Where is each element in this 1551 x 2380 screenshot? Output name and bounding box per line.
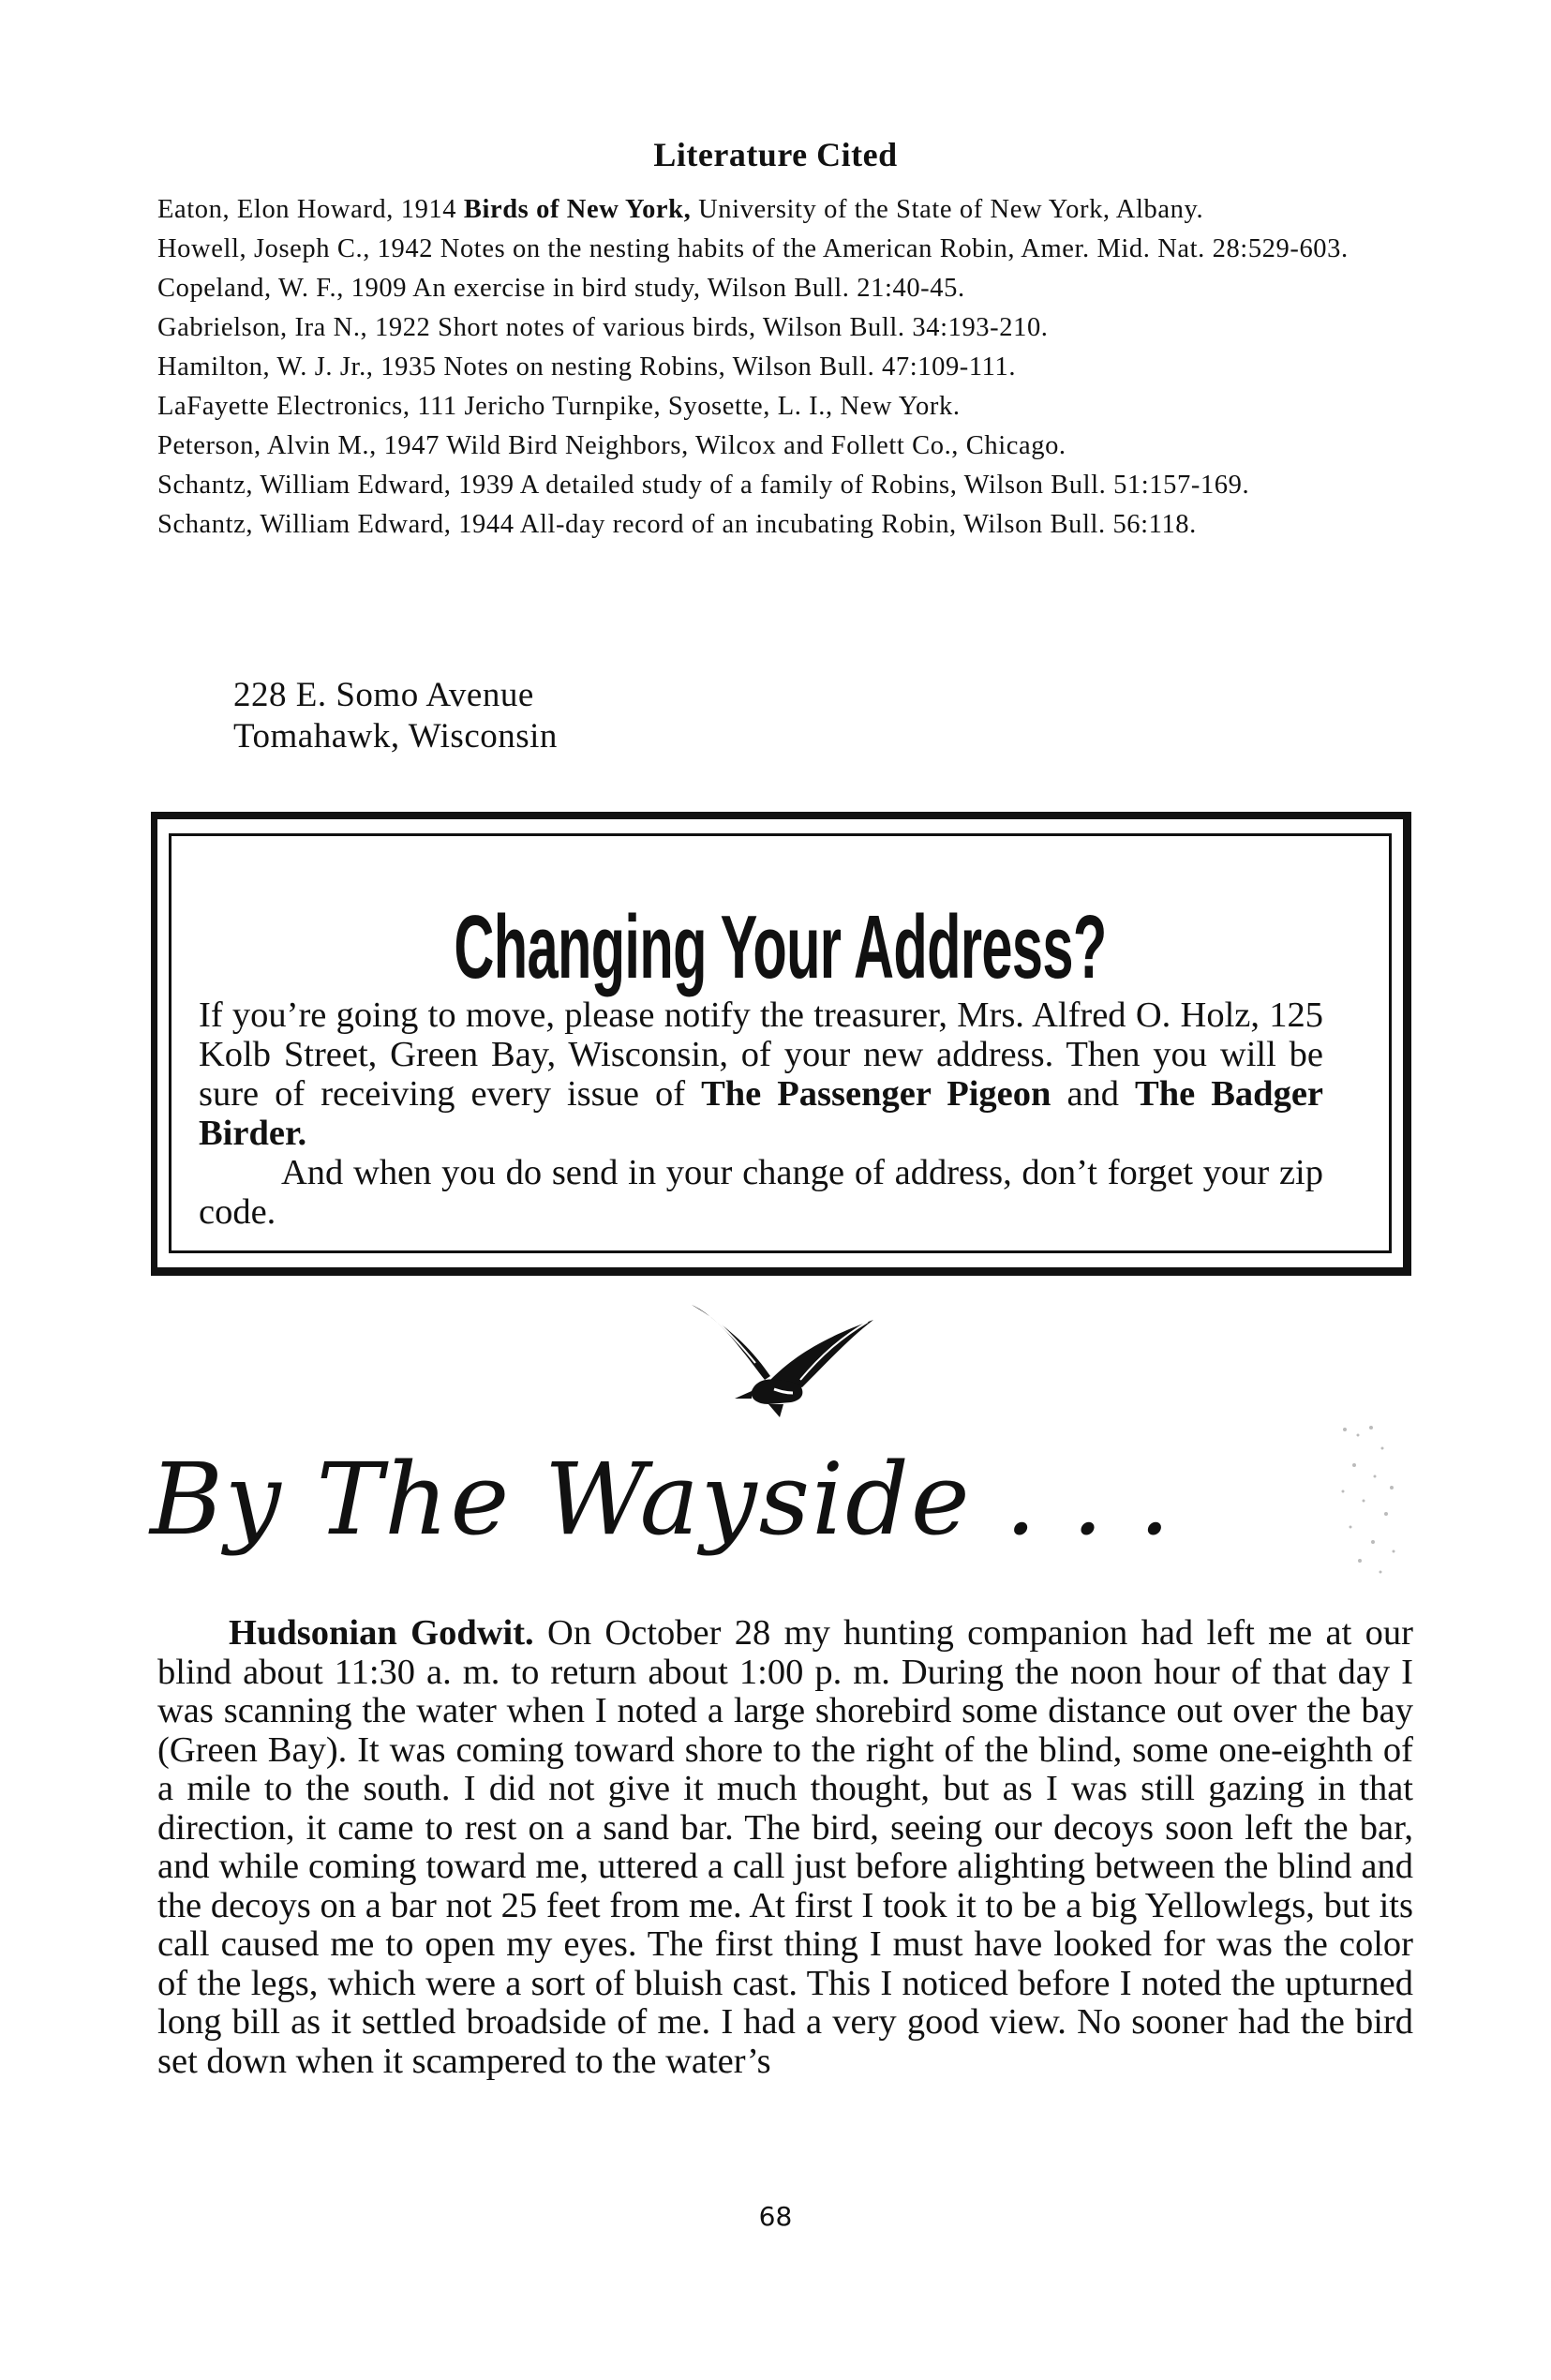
page-number: 68 [758, 2201, 793, 2232]
notice-body [199, 995, 1323, 1232]
reference-item: LaFayette Electronics, 111 Jericho Turnpike, Syosette, L. I., New York. [157, 392, 961, 421]
reference-item: Schantz, William Edward, 1944 All-day record of an incubating Robin, Wilson Bull. 56:118. [157, 510, 1197, 539]
reference-list [157, 192, 1413, 546]
reference-item: Howell, Joseph C., 1942 Notes on the nesting habits of the American Robin, Amer. Mid. Nat. 28:529-603. [157, 234, 1349, 263]
address-change-notice-box [151, 812, 1411, 1276]
species-name: Hudsonian Godwit. [229, 1613, 534, 1653]
scan-speckle-decoration [1326, 1411, 1420, 1598]
address-city: Tomahawk, Wisconsin [233, 717, 558, 756]
reference-item: Copeland, W. F., 1909 An exercise in bird study, Wilson Bull. 21:40-45. [157, 274, 965, 303]
author-address [233, 675, 558, 757]
reference-item: Gabrielson, Ira N., 1922 Short notes of various birds, Wilson Bull. 34:193-210. [157, 313, 1049, 342]
article-body [157, 1614, 1413, 2081]
flying-bird-icon [690, 1301, 877, 1423]
notice-paragraph: And when you do send in your change of address, don’t forget your zip code. [199, 1153, 1323, 1232]
address-street: 228 E. Somo Avenue [233, 676, 534, 714]
article-text: On October 28 my hunting companion had left me at our blind about 11:30 a. m. to return about 1:00 p. m. During the noon hour of that day I was scanning the water when I noted a large shorebird some distance out over the bay (Green Bay). It was coming toward shore to the right of the blind, some one-eighth of a mile to the south. I did not give it much thought, but as I was still gazing in that direction, it came to rest on a sand bar. The bird, seeing our decoys soon left the bar, and while coming toward me, uttered a call just before alighting between the blind and the decoys on a bar not 25 feet from me. At first I took it to be a big Yellowlegs, but its call caused me to open my eyes. The first thing I must have looked for was the color of the legs, which were a sort of bluish cast. This I noticed before I noted the upturned long bill as it settled broadside of me. I had a very good view. No sooner had the bird set down when it scampered to the water’s [157, 1613, 1414, 2081]
notice-title: Changing Your Address? [454, 897, 1107, 997]
literature-cited-heading: Literature Cited [653, 136, 898, 173]
notice-paragraph: If you’re going to move, please notify the treasurer, Mrs. Alfred O. Holz, 125 Kolb Street, Green Bay, Wisconsin, of your new address. Then you will be sure of receiving every issue of The Passenger Pigeon and The Badger Birder. [199, 995, 1324, 1153]
reference-item: Hamilton, W. J. Jr., 1935 Notes on nesting Robins, Wilson Bull. 47:109-111. [157, 352, 1017, 382]
reference-item: Peterson, Alvin M., 1947 Wild Bird Neighbors, Wilcox and Follett Co., Chicago. [157, 431, 1066, 460]
reference-item: Schantz, William Edward, 1939 A detailed study of a family of Robins, Wilson Bull. 51:157-169. [157, 471, 1250, 500]
reference-item: Eaton, Elon Howard, 1914 Birds of New York, University of the State of New York, Albany. [157, 195, 1204, 224]
by-the-wayside-heading: By The Wayside . . . [150, 1442, 1172, 1557]
